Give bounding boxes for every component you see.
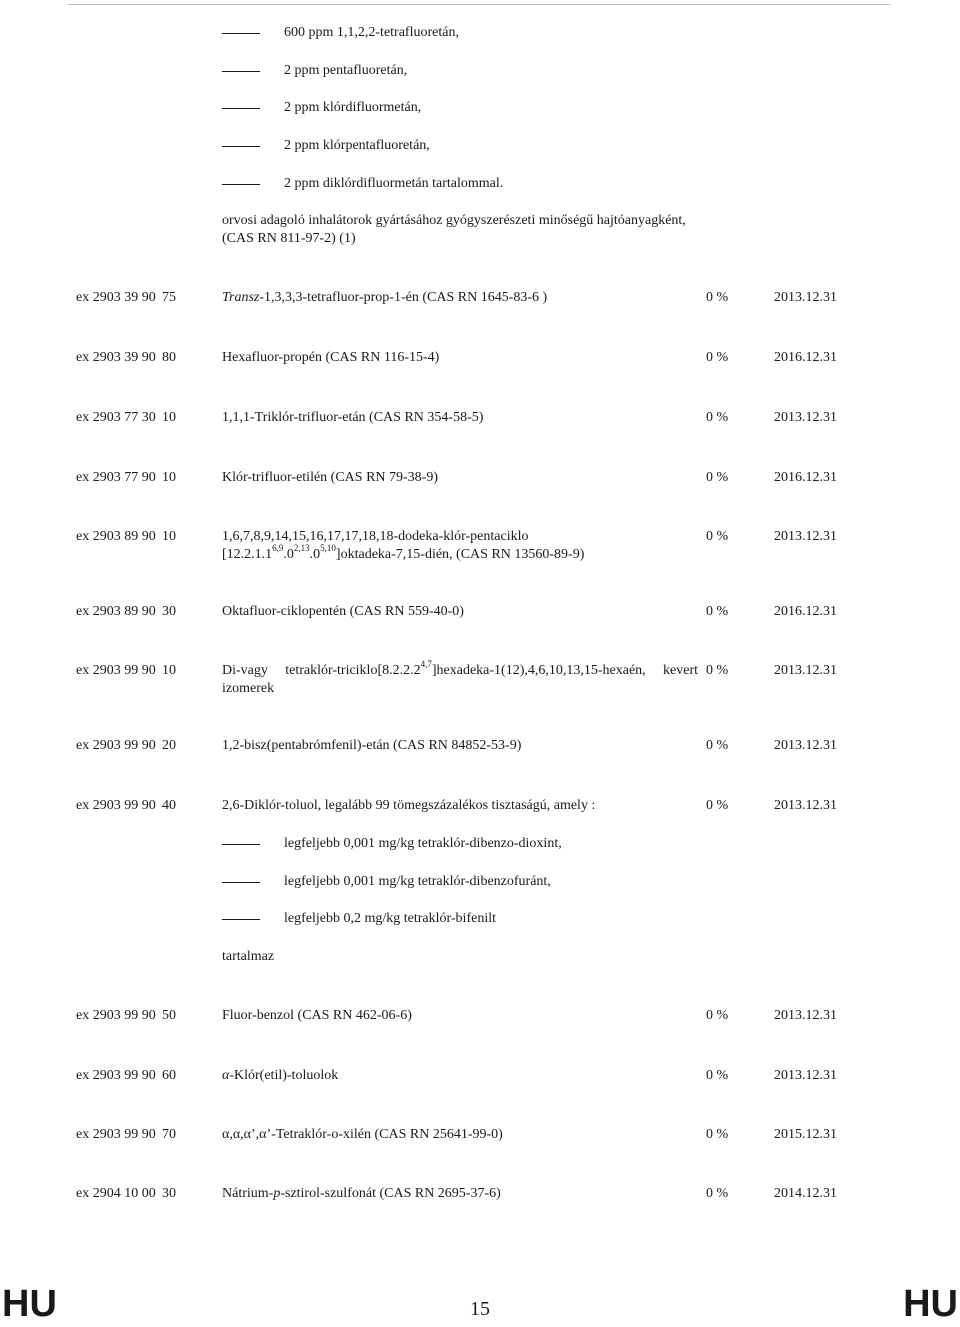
taric-subdivision: 30 — [162, 1186, 176, 1201]
table-row — [0, 1067, 960, 1107]
cn-code: ex 2903 99 90 — [76, 663, 156, 678]
table-row — [0, 1007, 960, 1047]
table-row — [0, 409, 960, 449]
duty-rate: 0 % — [706, 529, 729, 544]
taric-subdivision: 30 — [162, 604, 176, 619]
table-row — [0, 603, 960, 643]
taric-subdivision: 75 — [162, 290, 176, 305]
intro-paragraph: orvosi adagoló inhalátorok gyártásához gyógyszerészeti minőségű hajtóanyagként, (CAS RN 811-97-2) (1) — [222, 213, 686, 246]
duty-rate: 0 % — [706, 604, 729, 619]
duty-rate: 0 % — [706, 1068, 729, 1083]
end-date: 2013.12.31 — [774, 1008, 837, 1023]
cn-code: ex 2903 39 90 — [76, 290, 156, 305]
table-row — [0, 528, 960, 568]
cn-code: ex 2903 99 90 — [76, 1127, 156, 1142]
duty-rate: 0 % — [706, 410, 729, 425]
table-row — [0, 737, 960, 777]
row-description: 1,2-bisz(pentabrómfenil)-etán (CAS RN 84852-53-9) — [222, 738, 522, 753]
taric-subdivision: 10 — [162, 529, 176, 544]
dash-mark — [222, 919, 260, 920]
dash-mark — [222, 844, 260, 845]
end-date: 2013.12.31 — [774, 1068, 837, 1083]
taric-subdivision: 10 — [162, 663, 176, 678]
cn-code: ex 2903 39 90 — [76, 350, 156, 365]
table-row — [0, 289, 960, 329]
row-description: Nátrium-p-sztirol-szulfonát (CAS RN 2695-37-6) — [222, 1186, 501, 1201]
duty-rate: 0 % — [706, 798, 729, 813]
duty-rate: 0 % — [706, 1127, 729, 1142]
cn-code: ex 2903 89 90 — [76, 529, 156, 544]
taric-subdivision: 80 — [162, 350, 176, 365]
row-description: Fluor-benzol (CAS RN 462-06-6) — [222, 1008, 412, 1023]
duty-rate: 0 % — [706, 663, 729, 678]
row-description: Di-vagy tetraklór-triciklo[8.2.2.2$^{4,7}$]hexadeka-1(12),4,6,10,13,15-hexaén, kevert izomerek — [222, 659, 698, 696]
table-row — [0, 797, 960, 837]
duty-rate: 0 % — [706, 350, 729, 365]
table-row — [0, 659, 960, 702]
dash-mark — [222, 108, 260, 109]
table-row — [0, 349, 960, 389]
contains-label: tartalmaz — [222, 949, 275, 964]
cn-code: ex 2903 99 90 — [76, 798, 156, 813]
duty-rate: 0 % — [706, 470, 729, 485]
taric-subdivision: 60 — [162, 1068, 176, 1083]
taric-subdivision: 10 — [162, 470, 176, 485]
row-description: 1,1,1-Triklór-trifluor-etán (CAS RN 354-58-5) — [222, 410, 484, 425]
end-date: 2016.12.31 — [774, 604, 837, 619]
end-date: 2013.12.31 — [774, 663, 837, 678]
end-date: 2014.12.31 — [774, 1186, 837, 1201]
dash-mark — [222, 882, 260, 883]
table-row — [0, 1185, 960, 1225]
duty-rate: 0 % — [706, 1186, 729, 1201]
cn-code: ex 2903 99 90 — [76, 1068, 156, 1083]
dash-mark — [222, 33, 260, 34]
taric-subdivision: 20 — [162, 738, 176, 753]
dash-mark — [222, 184, 260, 185]
cn-code: ex 2903 99 90 — [76, 1008, 156, 1023]
end-date: 2016.12.31 — [774, 470, 837, 485]
end-date: 2013.12.31 — [774, 529, 837, 544]
footer-language-code-right: HU — [903, 1283, 958, 1325]
cn-code: ex 2903 77 90 — [76, 470, 156, 485]
duty-rate: 0 % — [706, 1008, 729, 1023]
taric-subdivision: 70 — [162, 1127, 176, 1142]
end-date: 2013.12.31 — [774, 410, 837, 425]
end-date: 2013.12.31 — [774, 738, 837, 753]
cn-code: ex 2903 99 90 — [76, 738, 156, 753]
row-description: Klór-trifluor-etilén (CAS RN 79-38-9) — [222, 470, 439, 485]
top-rule — [68, 4, 890, 5]
cn-code: ex 2903 77 30 — [76, 410, 156, 425]
row-description: Transz-1,3,3,3-tetrafluor-prop-1-én (CAS RN 1645-83-6 ) — [222, 290, 548, 305]
row-description: 2,6-Diklór-toluol, legalább 99 tömegszázalékos tisztaságú, amely : — [222, 798, 596, 813]
row-description: 1,6,7,8,9,14,15,16,17,17,18,18-dodeka-klór-pentaciklo [12.2.1.1$^{6,9}$.0$^{2,13}$.0$^{5,10}$]oktadeka-7,15-dién, (CAS RN 13560-89-9) — [222, 529, 585, 562]
end-date: 2013.12.31 — [774, 798, 837, 813]
page-number: 15 — [470, 1298, 490, 1320]
table-row — [0, 469, 960, 509]
table-row — [0, 1126, 960, 1166]
row-description: α,α,α’,α’-Tetraklór-o-xilén (CAS RN 25641-99-0) — [222, 1127, 503, 1142]
dash-mark — [222, 146, 260, 147]
end-date: 2013.12.31 — [774, 290, 837, 305]
cn-code: ex 2904 10 00 — [76, 1186, 156, 1201]
duty-rate: 0 % — [706, 738, 729, 753]
row-description: Hexafluor-propén (CAS RN 116-15-4) — [222, 350, 440, 365]
end-date: 2015.12.31 — [774, 1127, 837, 1142]
row-description: α-Klór(etil)-toluolok — [222, 1068, 339, 1083]
dash-mark — [222, 71, 260, 72]
row-description: Oktafluor-ciklopentén (CAS RN 559-40-0) — [222, 604, 464, 619]
cn-code: ex 2903 89 90 — [76, 604, 156, 619]
end-date: 2016.12.31 — [774, 350, 837, 365]
duty-rate: 0 % — [706, 290, 729, 305]
taric-subdivision: 10 — [162, 410, 176, 425]
taric-subdivision: 40 — [162, 798, 176, 813]
footer-language-code-left: HU — [2, 1283, 57, 1325]
taric-subdivision: 50 — [162, 1008, 176, 1023]
